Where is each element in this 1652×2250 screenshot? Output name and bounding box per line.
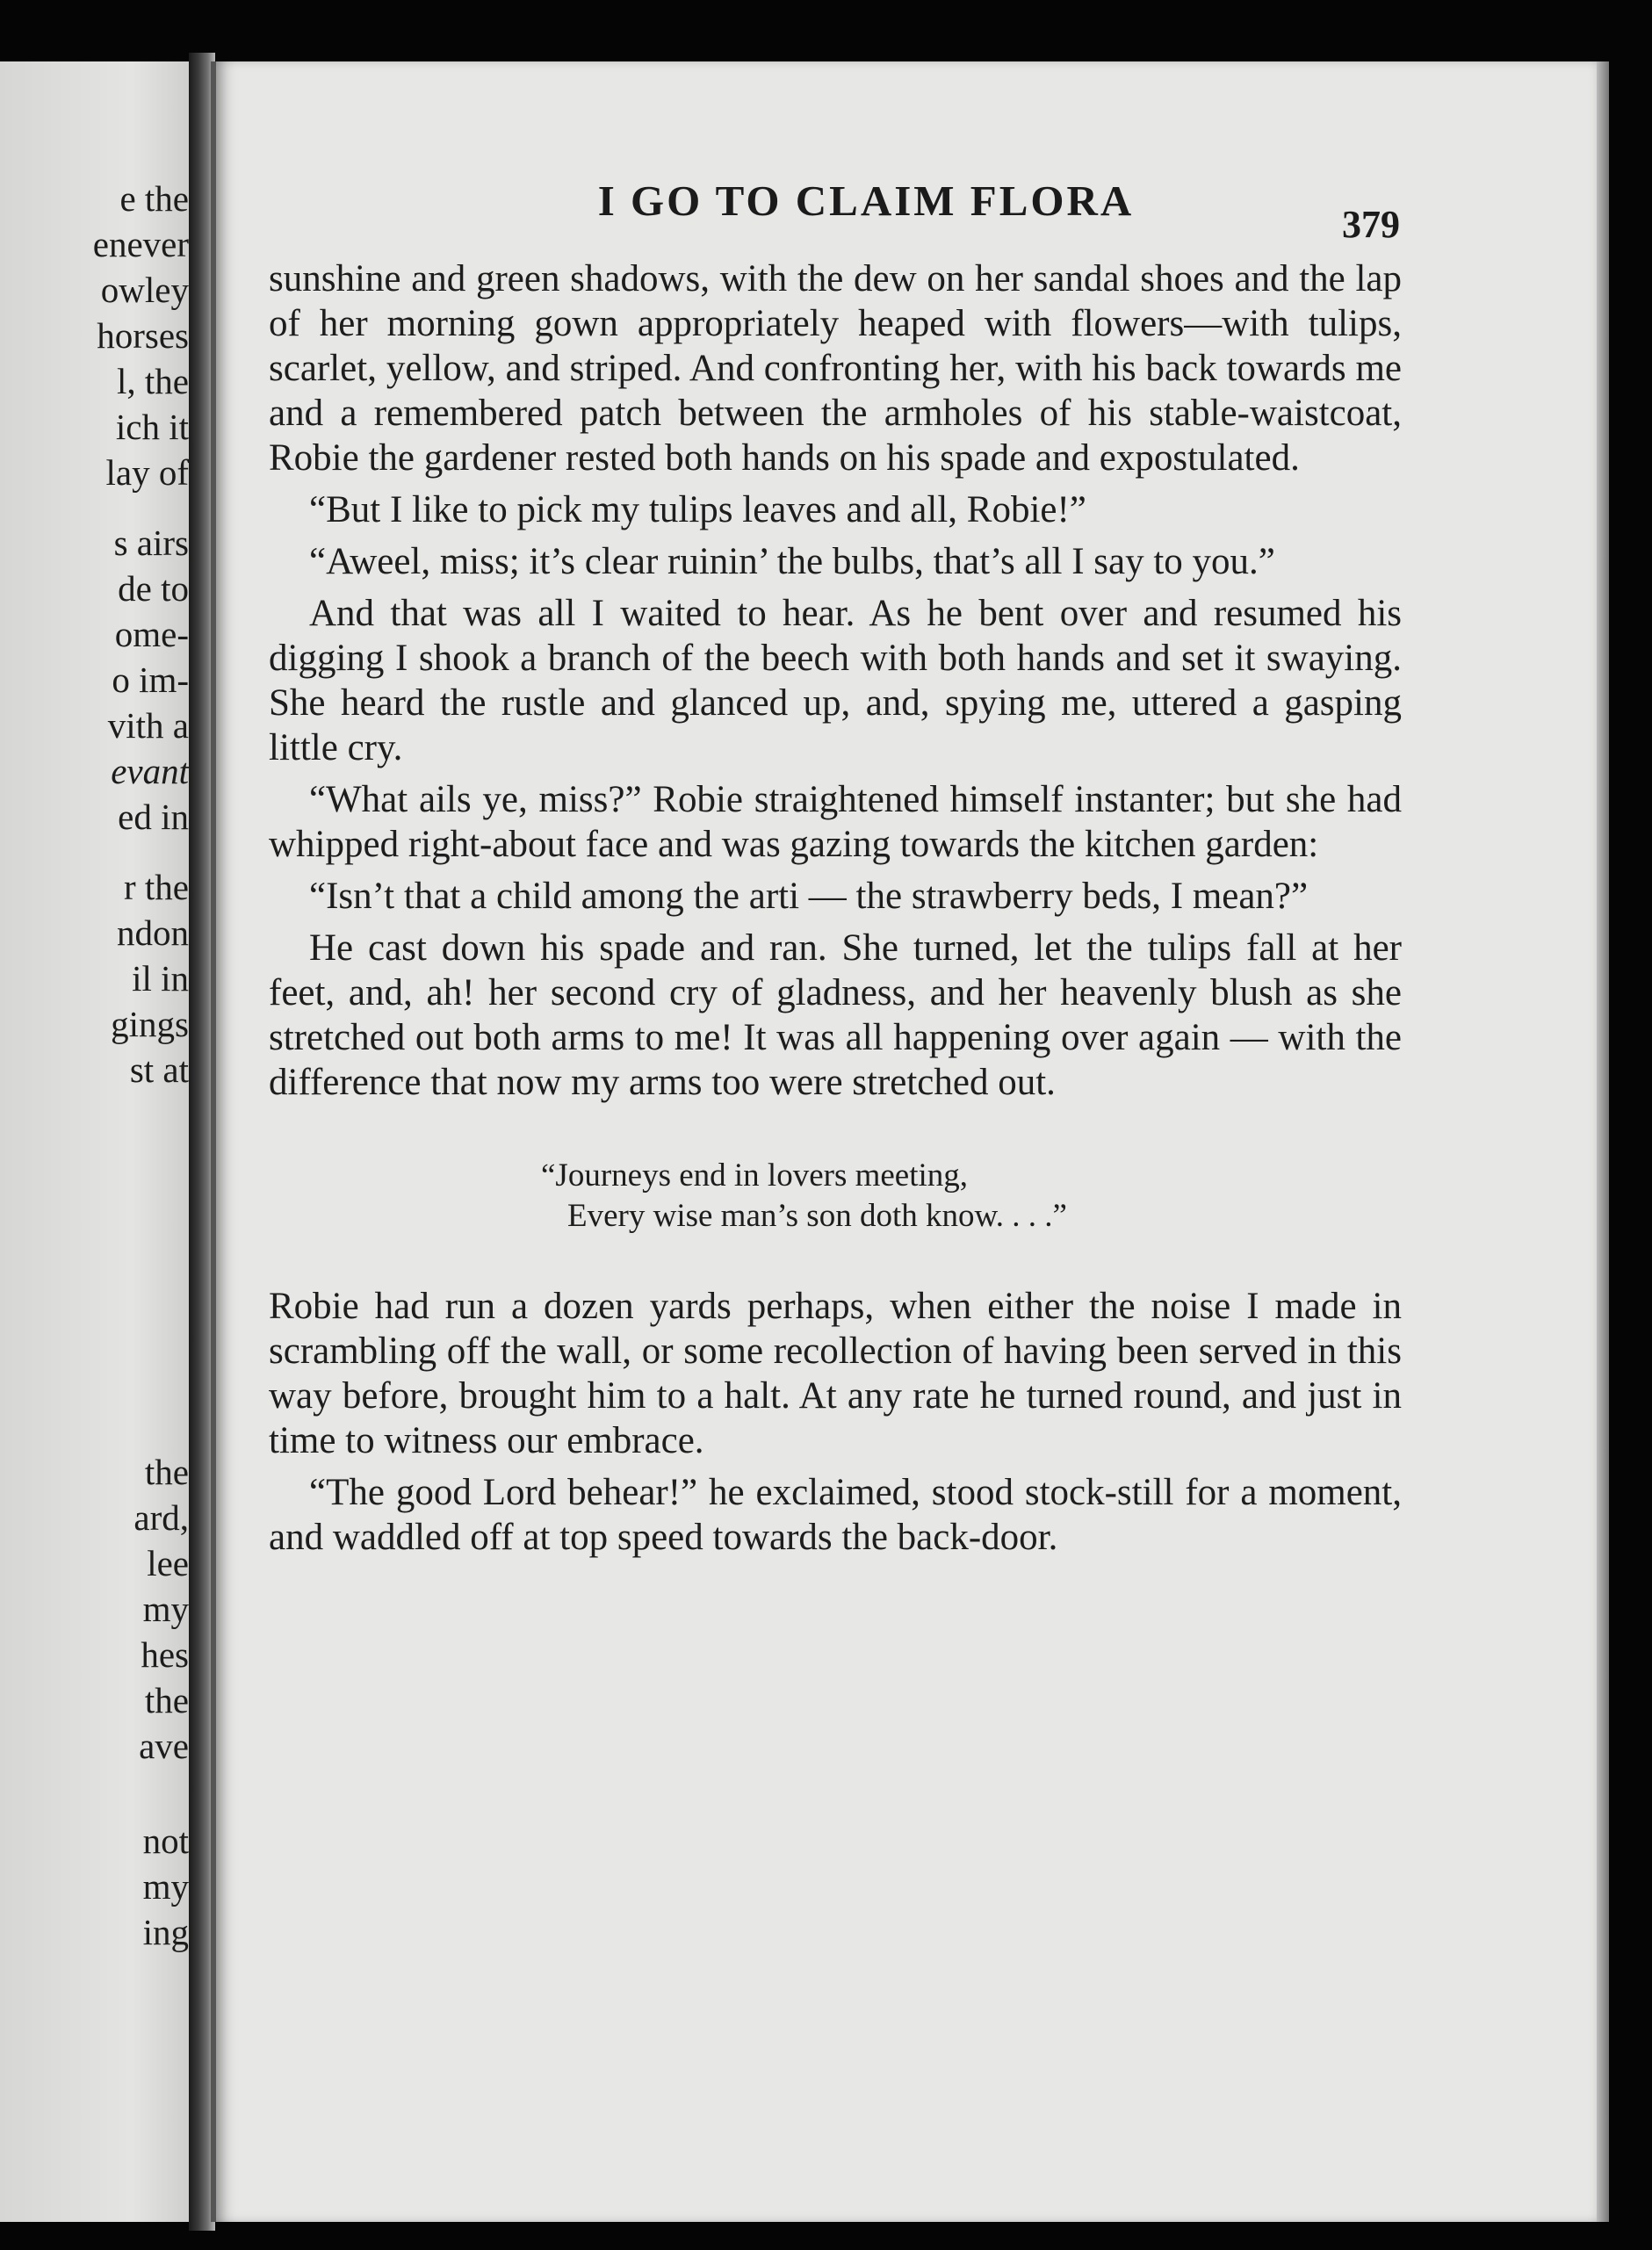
left-page-text-fragment: ed in (118, 797, 189, 837)
verse-line: Every wise man’s son doth know. . . .” (567, 1198, 1067, 1234)
left-page-text-fragment: horses (97, 315, 189, 356)
left-page-text-fragment: l, the (117, 361, 189, 401)
left-page-text-fragment: evant (111, 751, 189, 791)
left-page-text-fragment: owley (100, 270, 189, 310)
left-page-text-fragment: de to (118, 568, 189, 609)
running-head: I GO TO CLAIM FLORA (597, 177, 1135, 225)
book-page (211, 61, 1604, 2222)
paragraph: sunshine and green shadows, with the dew on her sandal shoes and the lap of her morning gown appropriately heaped with flowers—with tulips, scarlet, yellow, and striped. And confronting her, with his back towards me and a remembered patch between the armholes of his stable-waistcoat, Robie the gardener rested both hands on his spade and expostulated. (269, 258, 1402, 479)
left-page-text-fragment: not (142, 1821, 189, 1861)
left-page-text-fragment: s airs (113, 523, 189, 563)
paragraph: “The good Lord behear!” he exclaimed, stood stock-still for a moment, and waddled off at top speed towards the back-door. (269, 1472, 1402, 1558)
paragraph: “Isn’t that a child among the arti — the strawberry beds, I mean?” (309, 876, 1309, 917)
page-number: 379 (1342, 203, 1400, 246)
left-page-text-fragment: il in (132, 958, 189, 999)
paragraph: “But I like to pick my tulips leaves and all, Robie!” (309, 489, 1086, 530)
left-page-fragment (0, 61, 189, 2222)
left-page-text-fragment: hes (141, 1634, 189, 1675)
left-page-text-fragment: ing (142, 1912, 189, 1952)
left-page-text-fragment: my (142, 1589, 189, 1629)
page-edge (1597, 61, 1609, 2222)
paragraph: “Aweel, miss; it’s clear ruinin’ the bulbs, that’s all I say to you.” (309, 541, 1275, 582)
paragraph: He cast down his spade and ran. She turned, let the tulips fall at her feet, and, ah! her second cry of gladness, and her heavenly blush as she stretched out both arms to me! It was all happening over again — with the difference that now my arms too were stretched out. (269, 927, 1402, 1103)
paragraph: Robie had run a dozen yards perhaps, when either the noise I made in scrambling off the wall, or some recollection of having been served in this way before, brought him to a halt. At any rate he turned round, and just in time to witness our embrace. (269, 1286, 1402, 1461)
left-page-text-fragment: vith a (107, 705, 189, 746)
left-page-text-fragment: lay of (105, 452, 189, 493)
left-page-text-fragment: ich it (115, 407, 189, 447)
verse-quotation (541, 1156, 1402, 1237)
paragraph: And that was all I waited to hear. As he bent over and resumed his digging I shook a branch of the beech with both hands and set it swaying. She heard the rustle and glanced up, and, spying me, uttered a gasping little cry. (269, 593, 1402, 768)
left-page-text-fragment: ome- (114, 614, 189, 654)
left-page-text-fragment: my (142, 1866, 189, 1907)
left-page-text-fragment: gings (111, 1004, 189, 1044)
body-text (269, 256, 1402, 1567)
left-page-text-fragment: lee (147, 1543, 189, 1583)
left-page-text-fragment: o im- (112, 660, 189, 700)
left-page-text-fragment: the (144, 1680, 189, 1720)
left-page-text-fragment: e the (119, 178, 189, 219)
left-page-text-fragment: r the (124, 867, 189, 907)
left-page-text-fragment: st at (129, 1049, 189, 1090)
left-page-text-fragment: the (144, 1452, 189, 1492)
left-page-text-fragment: ndon (117, 912, 189, 953)
paragraph: “What ails ye, miss?” Robie straightened himself instanter; but she had whipped right-about face and was gazing towards the kitchen garden: (269, 779, 1402, 865)
left-page-text-fragment: ave (139, 1726, 189, 1766)
left-page-text-fragment: enever (92, 224, 189, 264)
verse-line: “Journeys end in lovers meeting, (541, 1157, 969, 1194)
left-page-text-fragment: ard, (133, 1497, 189, 1538)
